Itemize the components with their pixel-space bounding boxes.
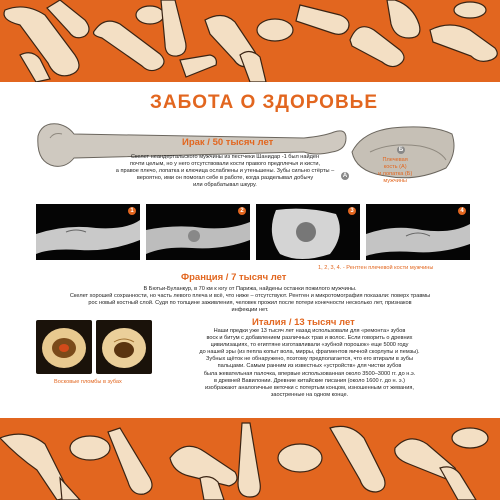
iraq-heading: Ирак / 50 тысяч лет xyxy=(182,137,274,148)
xray-image-2 xyxy=(146,204,250,260)
xray-caption: 1, 2, 3, 4. - Рентген плечевой кости мужчины xyxy=(318,265,434,271)
xray-badge-2: 2 xyxy=(238,207,246,215)
xray-badge-3: 3 xyxy=(348,207,356,215)
tooth-photo-2 xyxy=(96,320,152,374)
page-title: ЗАБОТА О ЗДОРОВЬЕ xyxy=(150,92,378,113)
france-heading: Франция / 7 тысяч лет xyxy=(181,272,287,283)
label-a-badge: A xyxy=(342,173,348,179)
france-text: В Бютьи-Буланкур, в 70 км к югу от Парижа, найдены останки пожилого мужчины. Скелет хорошей сохранности, но часть левого плеча и всё, что ниже – отсутствуют. Рентген и микротомография показали: поверх травмы рос новый костный слой. Судя по толщине заживления, человек прожил после потери конечности несколько лет, признаков инфекции нет. xyxy=(69,286,431,314)
label-b-badge: Б xyxy=(398,147,404,153)
italy-text: Наши предки уже 13 тысяч лет назад использовали для «ремонта» зубов воск и битум с добавлением различных трав и волос. Если говорить о древних цивилизациях, то египтяне изготавливали «зубной порошок» еще 5000 году до нашей эры (из пепла копыт вола, мирры, фрагментов яичной скорлупы и пемзы). Зубных щёток не обнаружено, поэтому предполагается, что его втирали в зубы пальцами. Самым ранним из известных «устройств» для чистки зубов была жевательная палочка, впервые использованная около 3500–3000 гг. до н.э. в древней Вавилонии. Древние китайские писания (около 1600 г. до н. э.) изображают аналогичные веточки с потертым концом, изношенным от жевания, заостренные на одном конце. xyxy=(199,328,420,398)
xray-image-1 xyxy=(36,204,140,260)
xray-badge-1: 1 xyxy=(128,207,136,215)
tooth-photo-1 xyxy=(36,320,92,374)
xray-badge-4: 4 xyxy=(458,207,466,215)
teeth-caption: Восковые пломбы в зубах xyxy=(54,379,122,385)
top-bone-border xyxy=(0,0,500,82)
xray-image-4 xyxy=(366,204,470,260)
bottom-bone-border xyxy=(0,418,500,500)
xray-image-3 xyxy=(256,204,360,260)
iraq-text: Скелет неандертальского мужчины из пестчеки Шанидар -1 был найден почти целым, но у него отсутствовали кости правого предплечья и кисти, а правое плечо, лопатка и ключица ослаблены и утеньшены. Зубы сильно стёрты – вероятно, ими он помогал себе в работе, когда разделывал добычу или обрабатывал шкуру. xyxy=(115,154,335,189)
italy-heading: Италия / 13 тысяч лет xyxy=(252,317,355,328)
bone-caption: Плечевая кость (А) и лопатка (Б) мужчины xyxy=(378,157,413,184)
